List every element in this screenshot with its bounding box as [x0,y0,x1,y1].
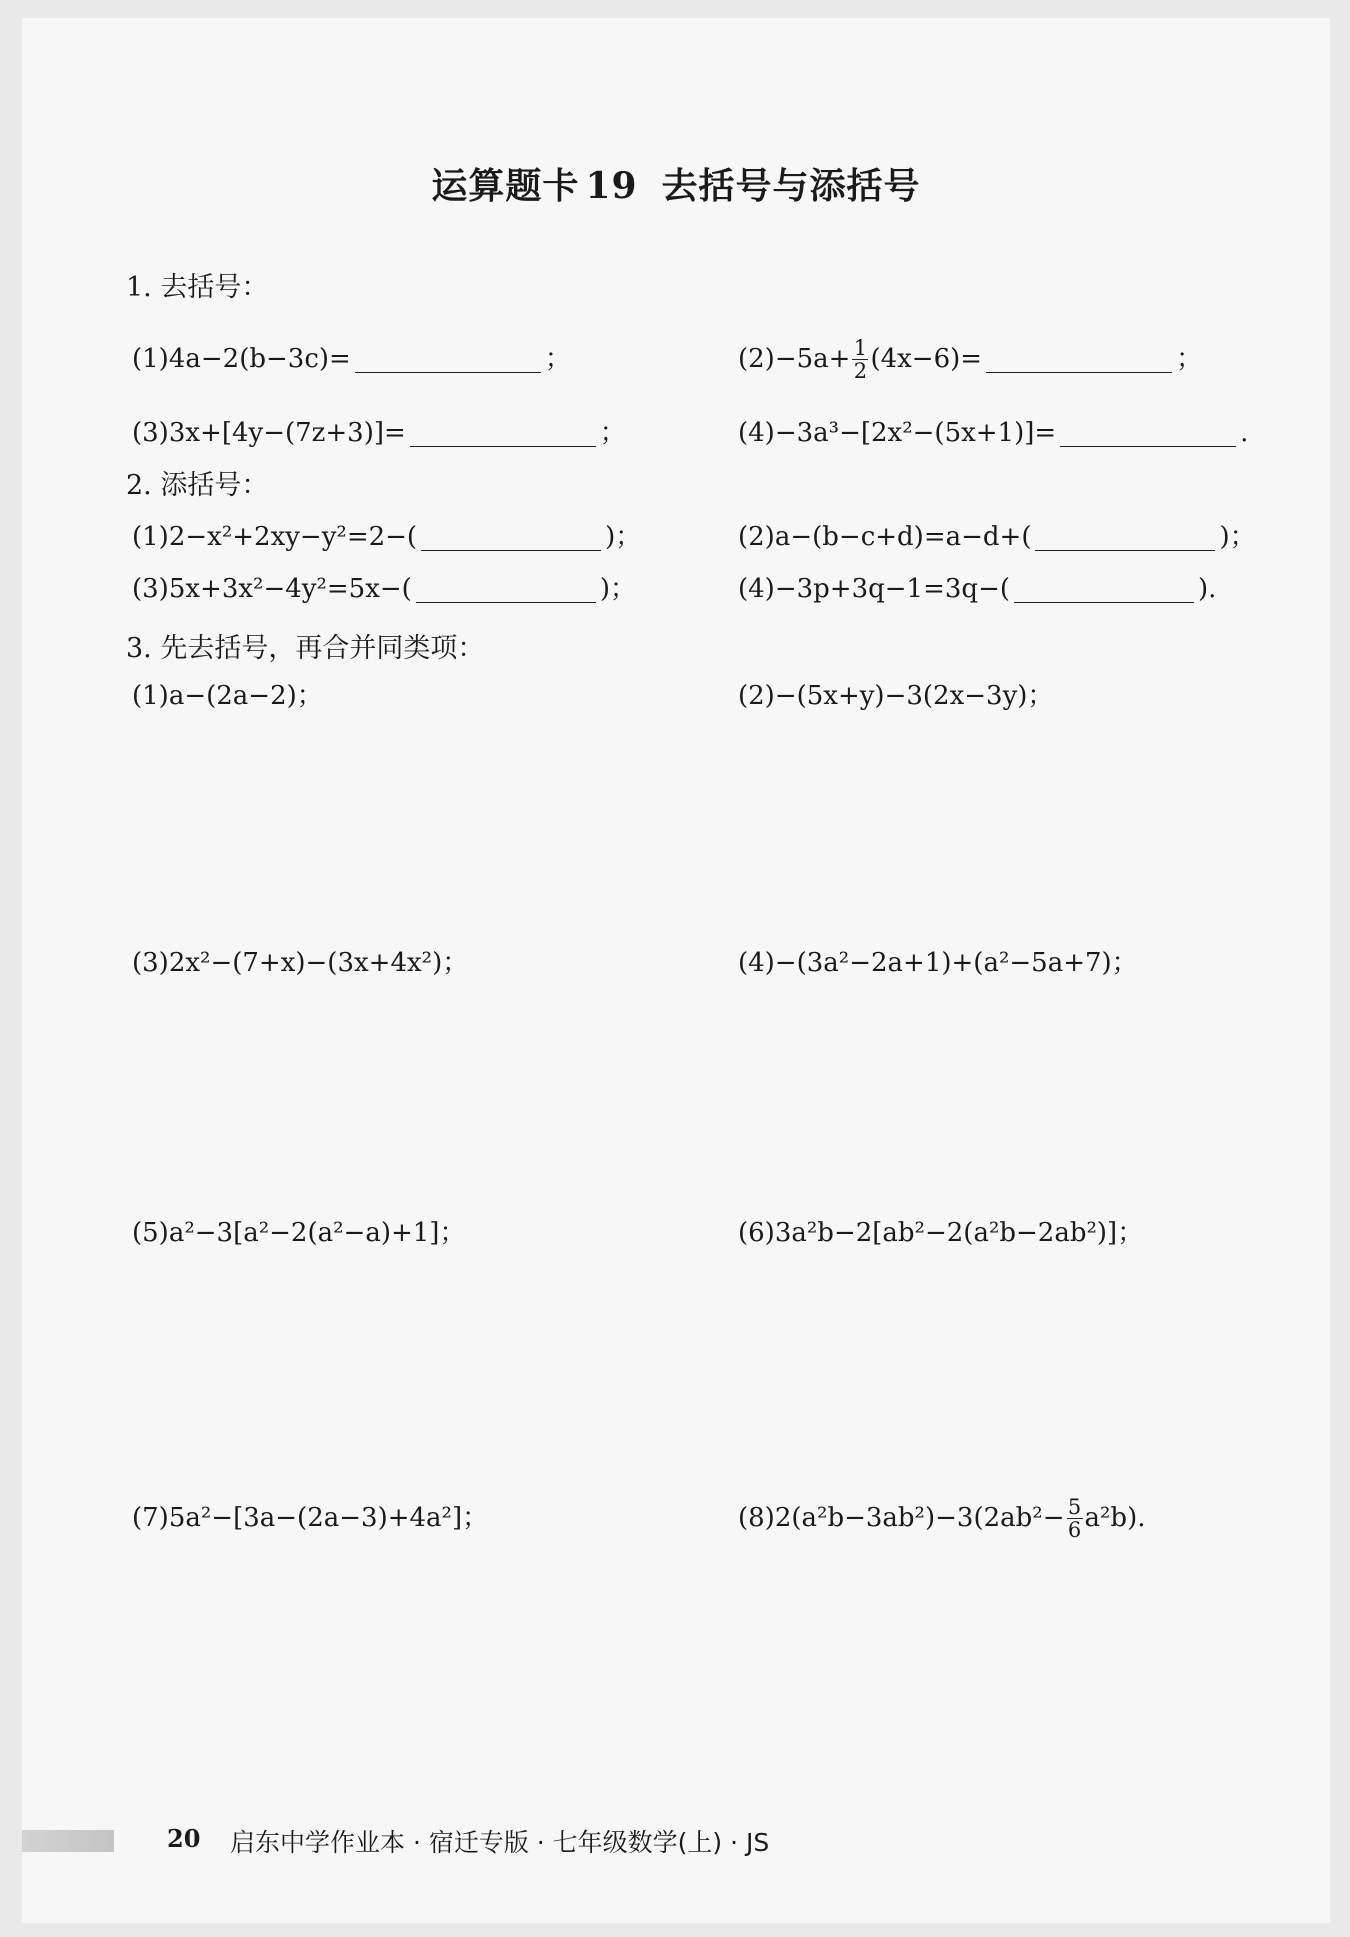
s1-item-2-post: (4x−6)= [870,344,983,374]
fraction [852,335,868,383]
s3-item-8-post: a²b) [1084,1503,1138,1533]
s2-item-2 [738,517,1256,557]
fraction-numerator: 1 [853,335,868,360]
s3-item-4: (4)−(3a²−2a+1)+(a²−5a+7)； [738,948,1138,978]
s3-item-8 [738,1494,1146,1542]
s3-item-8-end: . [1137,1503,1146,1533]
s3-item-1: (1)a−(2a−2)； [132,681,323,711]
fraction-denominator: 2 [853,358,868,383]
s2-item-1-end: )； [605,522,642,552]
s3-item-5: (5)a²−3[a²−2(a²−a)+1]； [132,1218,466,1248]
answer-blank[interactable] [410,420,596,447]
s1-item-2-end: ； [1176,344,1203,374]
s1-item-3-end: ； [599,418,626,448]
s1-item-3-label: (3)3x+[4y−(7z+3)]= [132,418,406,448]
s2-item-1-label: (1)2−x²+2xy−y²=2−( [132,522,418,552]
answer-blank[interactable] [421,524,601,551]
s2-item-3 [132,569,636,609]
answer-blank[interactable] [355,346,541,373]
s2-item-4-label: (4)−3p+3q−1=3q−( [738,574,1010,604]
s3-item-3: (3)2x²−(7+x)−(3x+4x²)； [132,948,469,978]
s3-item-8-pre: (8)2(a²b−3ab²)−3(2ab²− [738,1503,1065,1533]
s1-item-4-end: . [1240,418,1249,448]
s2-item-4 [738,569,1216,609]
s2-item-2-end: )； [1219,522,1256,552]
s1-item-4 [738,413,1248,453]
s2-item-3-label: (3)5x+3x²−4y²=5x−( [132,574,412,604]
s3-item-2: (2)−(5x+y)−3(2x−3y)； [738,681,1054,711]
page-title [22,158,1330,209]
answer-blank[interactable] [1035,524,1215,551]
s2-item-4-end: ). [1198,574,1217,604]
page-number: 20 [167,1824,201,1853]
s1-item-2-pre: (2)−5a+ [738,344,851,374]
s2-item-2-label: (2)a−(b−c+d)=a−d+( [738,522,1032,552]
s2-item-3-end: )； [599,574,636,604]
s1-item-2 [738,335,1203,383]
s1-item-1 [132,339,571,379]
section-1-heading: 1. 去括号： [126,272,269,303]
s1-item-1-end: ； [544,344,571,374]
footer-text: 启东中学作业本 · 宿迁专版 · 七年级数学(上) · JS [230,1828,770,1857]
answer-blank[interactable] [416,576,596,603]
s3-item-6: (6)3a²b−2[ab²−2(a²b−2ab²)]； [738,1218,1144,1248]
s1-item-1-label: (1)4a−2(b−3c)= [132,344,351,374]
s1-item-3 [132,413,626,453]
footer-gray-strip [22,1830,114,1852]
fraction-denominator: 6 [1067,1517,1082,1542]
title-number: 19 [585,165,638,207]
section-3-heading: 3. 先去括号，再合并同类项： [126,633,485,664]
worksheet-page [22,18,1330,1923]
s1-item-4-label: (4)−3a³−[2x²−(5x+1)]= [738,418,1057,448]
section-2-heading: 2. 添括号： [126,470,269,501]
answer-blank[interactable] [986,346,1172,373]
s2-item-1 [132,517,641,557]
fraction [1067,1494,1083,1542]
answer-blank[interactable] [1014,576,1194,603]
s3-item-7: (7)5a²−[3a−(2a−3)+4a²]； [132,1503,489,1533]
title-text: 运算题卡 [431,165,580,207]
title-topic: 去括号与添括号 [661,165,921,207]
fraction-numerator: 5 [1067,1494,1082,1519]
answer-blank[interactable] [1060,420,1236,447]
